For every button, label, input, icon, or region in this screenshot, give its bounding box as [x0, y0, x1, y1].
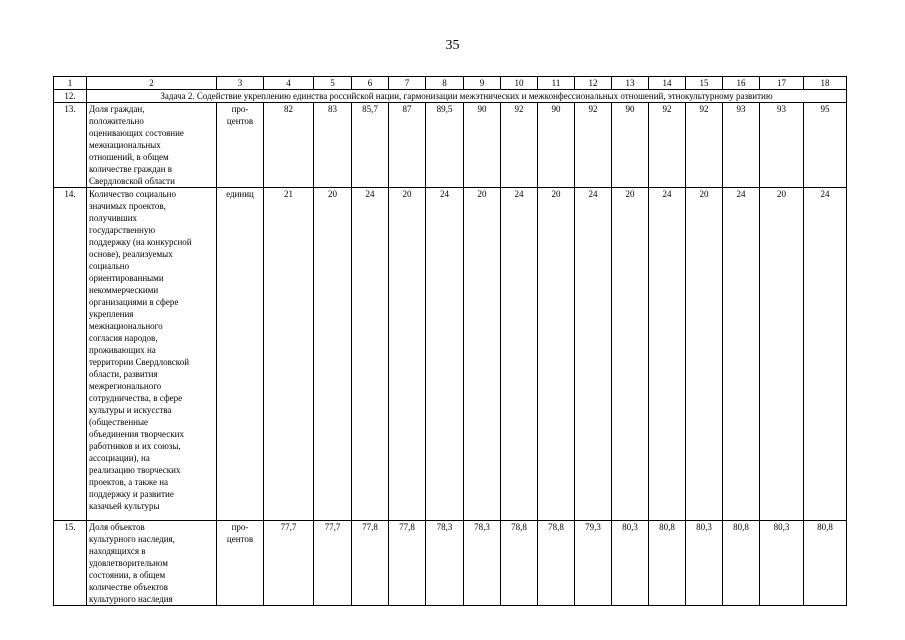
column-header: 9 — [464, 77, 501, 90]
indicator-name-line: сотрудничества, в сфере — [89, 393, 183, 403]
column-header: 15 — [686, 77, 723, 90]
value-cell: 85,7 — [352, 103, 389, 188]
value-cell: 20 — [464, 188, 501, 521]
value-cell: 92 — [686, 103, 723, 188]
value-cell: 82 — [264, 103, 314, 188]
indicator-name-line: культуры и искусства — [89, 405, 172, 415]
indicator-name-line: объединения творческих — [89, 429, 184, 439]
value-cell: 24 — [804, 188, 847, 521]
indicator-name-line: (общественные — [89, 417, 149, 427]
column-header: 4 — [264, 77, 314, 90]
value-cell: 80,8 — [649, 521, 686, 606]
column-header: 2 — [87, 77, 217, 90]
value-cell: 20 — [686, 188, 723, 521]
indicator-name-line: значимых проектов, — [89, 201, 166, 211]
task-text: Задача 2. Содействие укреплению единства российской нации, гармонизации межэтнических и межконфессиональных отношений, этнокультурному развитию — [87, 90, 847, 103]
indicator-name-line: укрепления — [89, 309, 134, 319]
value-cell: 24 — [352, 188, 389, 521]
column-header: 16 — [723, 77, 760, 90]
indicator-name-line: Свердловской области — [89, 176, 175, 186]
indicator-name-line: межнациональных — [89, 140, 161, 150]
value-cell: 87 — [389, 103, 426, 188]
value-cell: 24 — [575, 188, 612, 521]
value-cell: 20 — [760, 188, 804, 521]
indicator-name — [87, 521, 217, 606]
indicator-name-line: территории Свердловской — [89, 357, 190, 367]
indicator-name-line: оценивающих состояние — [89, 128, 184, 138]
value-cell: 90 — [464, 103, 501, 188]
indicator-name — [87, 188, 217, 521]
row-number: 13. — [54, 103, 87, 188]
task-row — [54, 90, 847, 103]
indicator-name-line: работников и их союзы, — [89, 441, 181, 451]
column-header: 10 — [501, 77, 538, 90]
column-header: 17 — [760, 77, 804, 90]
unit-cell — [217, 188, 264, 521]
value-cell: 24 — [501, 188, 538, 521]
table-row — [54, 521, 847, 606]
indicator-name-line: согласия народов, — [89, 333, 158, 343]
unit-line: единиц — [226, 189, 254, 199]
column-header: 7 — [389, 77, 426, 90]
indicator-name-line: основе), реализуемых — [89, 249, 173, 259]
column-header: 1 — [54, 77, 87, 90]
column-header: 11 — [538, 77, 575, 90]
value-cell: 77,8 — [352, 521, 389, 606]
indicator-name-line: отношений, в общем — [89, 152, 169, 162]
table-row — [54, 103, 847, 188]
indicator-name-line: количестве граждан в — [89, 164, 173, 174]
value-cell: 20 — [389, 188, 426, 521]
indicator-name-line: положительно — [89, 116, 144, 126]
value-cell: 92 — [649, 103, 686, 188]
indicator-name-line: количестве объектов — [89, 582, 169, 592]
value-cell: 80,3 — [760, 521, 804, 606]
indicator-name-line: организациями в сфере — [89, 297, 179, 307]
value-cell: 79,3 — [575, 521, 612, 606]
indicator-name-line: Доля объектов — [89, 522, 145, 532]
value-cell: 93 — [760, 103, 804, 188]
task-number: 12. — [54, 90, 87, 103]
value-cell: 95 — [804, 103, 847, 188]
value-cell: 24 — [723, 188, 760, 521]
indicator-name-line: поддержку (на конкурсной — [89, 237, 192, 247]
row-number: 14. — [54, 188, 87, 521]
column-header: 3 — [217, 77, 264, 90]
indicator-name-line: Количество социально — [89, 189, 176, 199]
value-cell: 78,3 — [426, 521, 464, 606]
column-header: 8 — [426, 77, 464, 90]
indicator-name-line: получивших — [89, 213, 138, 223]
indicator-name-line: социально — [89, 261, 130, 271]
indicator-name-line: межнационального — [89, 321, 163, 331]
unit-line: центов — [226, 534, 254, 544]
column-header: 6 — [352, 77, 389, 90]
indicator-name-line: культурного наследия — [89, 594, 173, 604]
indicator-name-line: проживающих на — [89, 345, 156, 355]
value-cell: 20 — [612, 188, 649, 521]
header-row — [54, 77, 847, 90]
indicator-name-line: некоммерческими — [89, 285, 159, 295]
column-header: 12 — [575, 77, 612, 90]
indicator-name-line: удовлетворительном — [89, 558, 168, 568]
unit-line: центов — [226, 116, 254, 126]
value-cell: 92 — [501, 103, 538, 188]
indicator-name-line: государственную — [89, 225, 156, 235]
value-cell: 78,8 — [538, 521, 575, 606]
table-row — [54, 188, 847, 521]
indicator-name — [87, 103, 217, 188]
indicators-table — [53, 76, 847, 606]
value-cell: 80,8 — [723, 521, 760, 606]
indicator-name-line: области, развития — [89, 369, 158, 379]
indicator-name-line: культурного наследия, — [89, 534, 175, 544]
indicator-name-line: казачьей культуры — [89, 501, 160, 511]
value-cell: 77,7 — [314, 521, 352, 606]
unit-line: про- — [231, 522, 249, 532]
value-cell: 21 — [264, 188, 314, 521]
value-cell: 92 — [575, 103, 612, 188]
unit-cell — [217, 103, 264, 188]
value-cell: 20 — [538, 188, 575, 521]
value-cell: 78,8 — [501, 521, 538, 606]
indicator-name-line: Доля граждан, — [89, 104, 145, 114]
indicator-name-line: находящихся в — [89, 546, 146, 556]
value-cell: 24 — [649, 188, 686, 521]
indicator-name-line: состоянии, в общем — [89, 570, 166, 580]
indicator-name-line: поддержку и развитие — [89, 489, 174, 499]
value-cell: 90 — [538, 103, 575, 188]
column-header: 5 — [314, 77, 352, 90]
value-cell: 78,3 — [464, 521, 501, 606]
value-cell: 90 — [612, 103, 649, 188]
column-header: 14 — [649, 77, 686, 90]
indicator-name-line: проектов, а также на — [89, 477, 169, 487]
value-cell: 89,5 — [426, 103, 464, 188]
indicator-name-line: реализацию творческих — [89, 465, 181, 475]
value-cell: 93 — [723, 103, 760, 188]
value-cell: 77,7 — [264, 521, 314, 606]
column-header: 13 — [612, 77, 649, 90]
indicator-name-line: ориентированными — [89, 273, 164, 283]
unit-cell — [217, 521, 264, 606]
value-cell: 24 — [426, 188, 464, 521]
indicator-name-line: ассоциации), на — [89, 453, 150, 463]
value-cell: 83 — [314, 103, 352, 188]
value-cell: 80,8 — [804, 521, 847, 606]
indicator-name-line: межрегионального — [89, 381, 162, 391]
value-cell: 80,3 — [686, 521, 723, 606]
unit-line: про- — [231, 104, 249, 114]
column-header: 18 — [804, 77, 847, 90]
page-number: 35 — [445, 38, 460, 53]
value-cell: 77,8 — [389, 521, 426, 606]
value-cell: 80,3 — [612, 521, 649, 606]
row-number: 15. — [54, 521, 87, 606]
value-cell: 20 — [314, 188, 352, 521]
